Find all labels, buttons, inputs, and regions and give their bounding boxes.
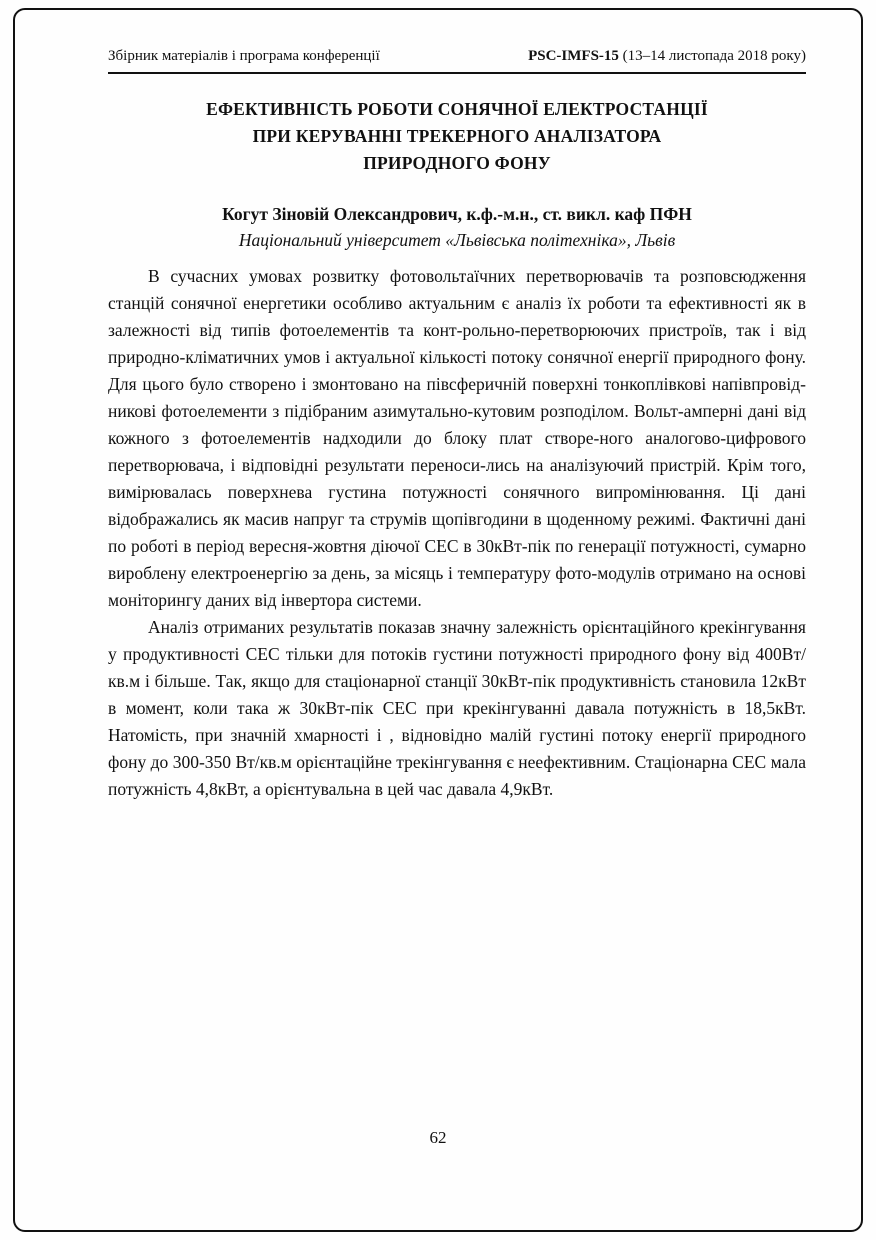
header-rule [108,72,806,74]
author-line: Когут Зіновій Олександрович, к.ф.-м.н., ст. викл. каф ПФН [222,204,692,224]
header-running-title: Збірник матеріалів і програма конференції [108,48,380,64]
body-paragraph: Аналіз отриманих результатів показав значну залежність орієнтаційного крекінгування у продуктивності СЕС тільки для потоків густини потужності природного фону від 400Вт/кв.м і більше. Так, якщо для стаціонарної станції 30кВт-пік продуктивність становила 12кВт в момент, коли така ж 30кВт-пік СЕС при крекінгуванні давала потужність в 18,5кВт. Натомість, при значній хмарності і , відновідно малій густині потоку енергії природного фону до 300-350 Вт/кв.м орієнтаційне трекінгування є неефективним. Стаціонарна СЕС мала потужність 4,8кВт, а орієнтувальна в цей час давала 4,9кВт. [108,617,806,799]
body-paragraph: В сучасних умовах розвитку фотовольтаїчних перетворювачів та розповсюдження станцій сонячної енергетики особливо актуальним є аналіз їх роботи та ефективності як в залежності від типів фотоелементів та конт-рольно-перетворюючих пристроїв, так і від природно-кліматичних умов і актуальної кількості потоку сонячної енергії природного фону. Для цього було створено і змонтовано на півсферичній поверхні тонкоплівкові напівпровід-никові фотоелементи з підібраним азимутально-кутовим розподілом. Вольт-амперні дані від кожного з фотоелементів надходили до блоку плат створе-ного аналогово-цифрового перетворювача, і відповідні результати переноси-лись на аналізуючий пристрій. Крім того, вимірювалась поверхнева густина потужності сонячного випромінювання. Ці дані відображались як масив напруг та струмів щопівгодини в щоденному режимі. Фактичні дані по роботі в період вересня-жовтня діючої СЕС в 30кВт-пік по генерації потужності, сумарно вироблену електроенергію за день, за місяць і температуру фото-модулів отримано на основі моніторингу даних від інвертора системи. [108,266,806,610]
article-title-line-3: ПРИРОДНОГО ФОНУ [363,153,551,173]
header-conference-code: PSC-IMFS-15 [528,48,619,64]
page-header [108,46,806,66]
article-title-line-2: ПРИ КЕРУВАННІ ТРЕКЕРНОГО АНАЛІЗАТОРА [252,126,662,146]
affiliation-line: Національний університет «Львівська політехніка», Львів [238,230,676,250]
article-title-line-1: ЕФЕКТИВНІСТЬ РОБОТИ СОНЯЧНОЇ ЕЛЕКТРОСТАНЦІЇ [206,99,708,119]
article-title [108,96,806,177]
header-conference-info [528,46,806,66]
page-content [108,46,806,803]
page-number: 62 [429,1128,447,1147]
header-conference-date: (13–14 листопада 2018 року) [618,48,806,64]
